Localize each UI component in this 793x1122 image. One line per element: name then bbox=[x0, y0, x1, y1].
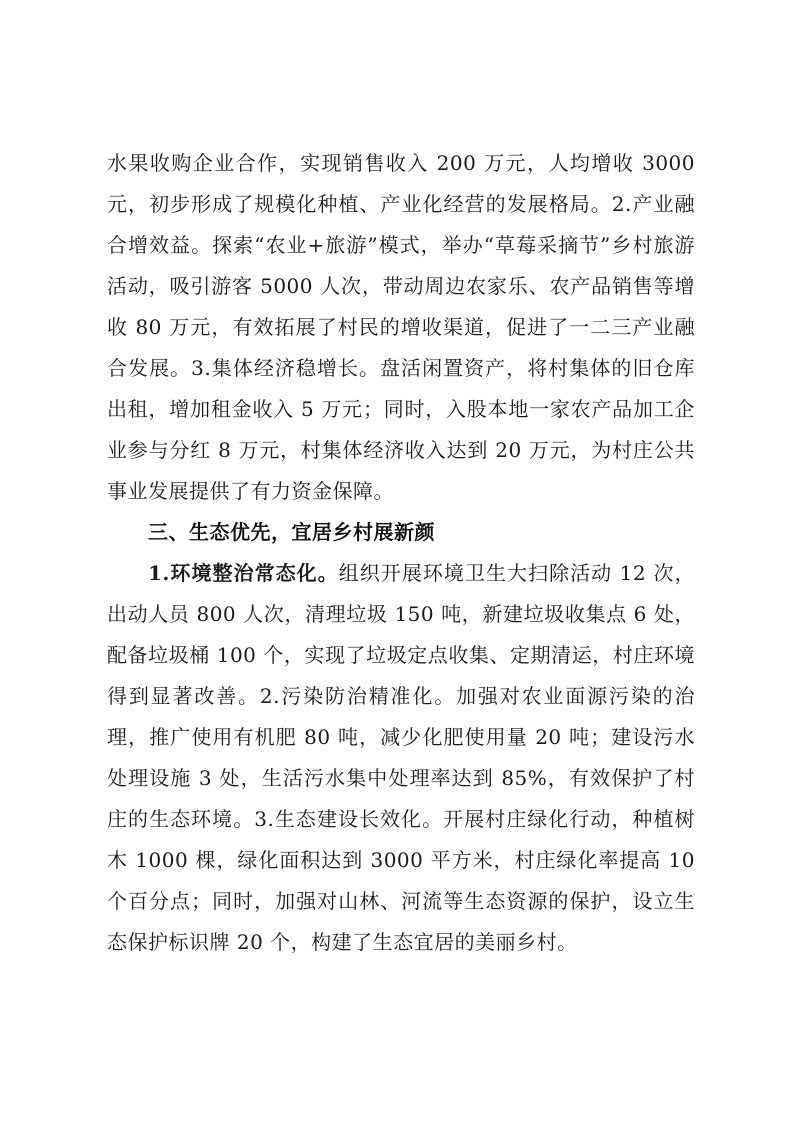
paragraph-lead-text: 1.环境整治常态化。 bbox=[148, 561, 339, 585]
paragraph-industry: 水果收购企业合作，实现销售收入 200 万元，人均增收 3000 元，初步形成了规模化种植、产业化经营的发展格局。2.产业融合增效益。探索“农业+旅游”模式，举办“草莓采摘节”乡村旅游活动，吸引游客 5000 人次，带动周边农家乐、农产品销售等增收 80 万元，有效拓展了村民的增收渠道，促进了一二三产业融合发展。3.集体经济稳增长。盘活闲置资产，将村集体的旧仓库出租，增加租金收入 5 万元；同时，入股本地一家农产品加工企业参与分红 8 万元，村集体经济收入达到 20 万元，为村庄公共事业发展提供了有力资金保障。 bbox=[107, 151, 695, 503]
document-body bbox=[107, 143, 695, 963]
paragraph-body-text: 组织开展环境卫生大扫除活动 12 次，出动人员 800 人次，清理垃圾 150 吨，新建垃圾收集点 6 处，配备垃圾桶 100 个，实现了垃圾定点收集、定期清运，村庄环境得到显著改善。2.污染防治精准化。加强对农业面源污染的治理，推广使用有机肥 80 吨，减少化肥使用量 20 吨；建设污水处理设施 3 处，生活污水集中处理率达到 85%，有效保护了村庄的生态环境。3.生态建设长效化。开展村庄绿化行动，种植树木 1000 棵，绿化面积达到 3000 平方米，村庄绿化率提高 10 个百分点；同时，加强对山林、河流等生态资源的保护，设立生态保护标识牌 20 个，构建了生态宜居的美丽乡村。 bbox=[107, 561, 695, 954]
section-heading-ecology: 三、生态优先，宜居乡村展新颜 bbox=[148, 520, 435, 544]
paragraph-ecology bbox=[107, 553, 695, 963]
